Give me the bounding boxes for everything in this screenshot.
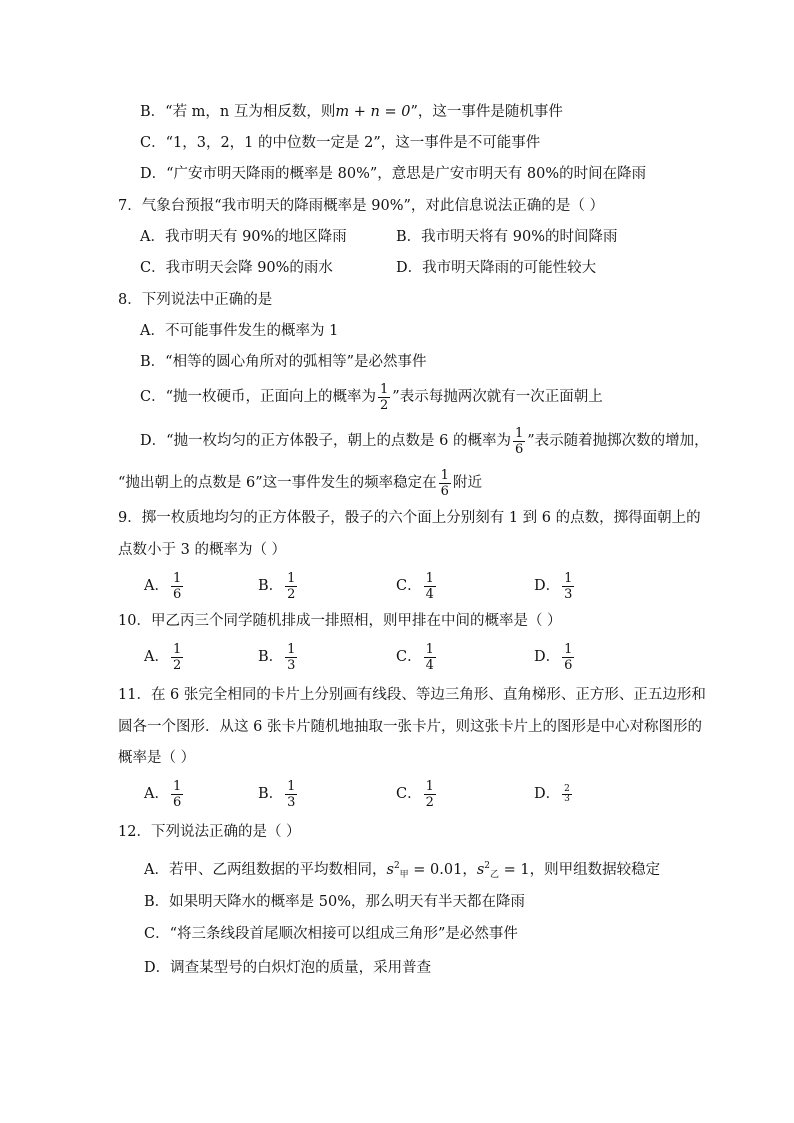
prev-option-d: D．“广安市明天降雨的概率是 80%”，意思是广安市明天有 80%的时间在降雨 xyxy=(140,166,647,182)
prev-option-b-text-post: ”，这一事件是随机事件 xyxy=(410,104,563,120)
fraction-denominator: 2 xyxy=(172,657,182,673)
variance-subscript: 乙 xyxy=(490,870,500,880)
option-label: D． xyxy=(534,578,561,594)
q8-option-d-text-post: ”表示随着抛掷次数的增加， xyxy=(527,433,709,449)
q8-option-d-cont-text: “抛出朝上的点数是 6”这一事件发生的频率稳定在 xyxy=(118,475,437,491)
variance-value: = 1 xyxy=(499,862,530,878)
q8-option-b[interactable]: B．“相等的圆心角所对的弧相等”是必然事件 xyxy=(140,354,427,370)
fraction-denominator: 6 xyxy=(172,794,182,810)
q7-stem: 7．气象台预报“我市明天的降雨概率是 90%”，对此信息说法正确的是（ ） xyxy=(118,198,604,214)
q12-option-a[interactable] xyxy=(144,856,660,885)
option-fraction xyxy=(285,779,297,810)
option-label: B． xyxy=(258,786,284,802)
variance-value: = 0.01， xyxy=(408,862,477,878)
option-label: A． xyxy=(144,649,169,665)
fraction-denominator: 4 xyxy=(425,586,434,602)
fraction-numerator: 1 xyxy=(564,570,573,586)
option-label: A． xyxy=(144,786,169,802)
q12-option-a-text: A．若甲、乙两组数据的平均数相同， xyxy=(144,862,387,878)
q7-option-a[interactable]: A．我市明天有 90%的地区降雨 xyxy=(140,229,347,245)
fraction-numerator: 2 xyxy=(564,783,570,794)
q7-option-c[interactable]: C．我市明天会降 90%的雨水 xyxy=(140,260,333,276)
option-label: C． xyxy=(396,786,422,802)
fraction-numerator: 1 xyxy=(514,425,524,441)
option-fraction xyxy=(424,779,436,810)
fraction-numerator: 1 xyxy=(380,381,389,397)
q7-option-b[interactable]: B．我市明天将有 90%的时间降雨 xyxy=(396,229,618,245)
q10-option-d[interactable] xyxy=(534,639,576,675)
fraction-numerator: 1 xyxy=(564,641,573,657)
fraction-numerator: 1 xyxy=(172,641,182,657)
option-label: C． xyxy=(396,649,422,665)
prev-option-b xyxy=(140,102,563,122)
option-label: C． xyxy=(396,578,422,594)
fraction-denominator: 6 xyxy=(514,441,524,457)
q12-option-c[interactable]: C．“将三条线段首尾顺次相接可以组成三角形”是必然事件 xyxy=(144,926,518,942)
q12-option-d[interactable]: D．调查某型号的白炽灯泡的质量，采用普查 xyxy=(144,960,432,976)
q8-option-d-cont-fraction xyxy=(439,468,451,499)
q11-stem-line3: 概率是（ ） xyxy=(118,750,196,766)
option-fraction xyxy=(285,571,297,602)
q11-stem-line2: 圆各一个图形．从这 6 张卡片随机地抽取一张卡片，则这张卡片上的图形是中心对称图形的 xyxy=(118,719,702,735)
option-fraction xyxy=(171,571,183,602)
q8-option-c[interactable] xyxy=(140,380,603,414)
q8-option-d-text: D．“抛一枚均匀的正方体骰子，朝上的点数是 6 的概率为 xyxy=(140,433,511,449)
option-fraction xyxy=(424,571,436,602)
q8-option-d-cont-text-post: 附近 xyxy=(452,475,482,491)
q11-option-d[interactable] xyxy=(534,776,574,812)
fraction-denominator: 6 xyxy=(440,483,449,499)
option-label: B． xyxy=(258,578,284,594)
fraction-denominator: 3 xyxy=(287,657,296,673)
q11-option-c[interactable] xyxy=(396,776,438,812)
q9-stem-line1: 9．掷一枚质地均匀的正方体骰子，骰子的六个面上分别刻有 1 到 6 的点数，掷得面朝上的 xyxy=(118,510,701,526)
fraction-numerator: 1 xyxy=(287,641,296,657)
q8-option-d-fraction xyxy=(513,426,525,457)
fraction-denominator: 2 xyxy=(380,397,389,413)
option-fraction xyxy=(424,642,436,673)
q10-option-a[interactable] xyxy=(144,639,185,675)
prev-option-c: C．“1，3，2，1 的中位数一定是 2”，这一事件是不可能事件 xyxy=(140,135,541,151)
q9-option-a[interactable] xyxy=(144,568,185,604)
variance-subscript: 甲 xyxy=(399,870,409,880)
option-fraction xyxy=(562,642,574,673)
q11-option-a[interactable] xyxy=(144,776,185,812)
variance-superscript: 2 xyxy=(484,861,491,871)
q8-option-d[interactable] xyxy=(140,424,709,458)
option-fraction xyxy=(285,642,297,673)
fraction-numerator: 1 xyxy=(172,570,182,586)
option-label: B． xyxy=(258,649,284,665)
option-label: A． xyxy=(144,578,169,594)
q8-option-d-cont xyxy=(118,466,482,500)
q10-option-b[interactable] xyxy=(258,639,299,675)
fraction-denominator: 6 xyxy=(172,586,182,602)
fraction-numerator: 1 xyxy=(287,778,296,794)
q10-stem: 10．甲乙丙三个同学随机排成一排照相，则甲排在中间的概率是（ ） xyxy=(118,613,562,629)
q7-option-d[interactable]: D．我市明天降雨的可能性较大 xyxy=(396,260,597,276)
q9-option-b[interactable] xyxy=(258,568,299,604)
q11-option-b[interactable] xyxy=(258,776,299,812)
fraction-denominator: 4 xyxy=(425,657,434,673)
fraction-denominator: 3 xyxy=(564,586,573,602)
option-fraction xyxy=(171,779,183,810)
prev-option-b-text: B．“若 m，n 互为相反数，则 xyxy=(140,104,336,120)
q12-stem: 12．下列说法正确的是（ ） xyxy=(118,824,301,840)
variance-superscript: 2 xyxy=(393,861,400,871)
q8-option-c-text-post: ”表示每抛两次就有一次正面朝上 xyxy=(392,389,603,405)
option-fraction xyxy=(562,785,572,804)
q10-option-c[interactable] xyxy=(396,639,438,675)
q9-option-c[interactable] xyxy=(396,568,438,604)
fraction-numerator: 1 xyxy=(440,467,449,483)
fraction-denominator: 3 xyxy=(287,794,296,810)
q11-stem-line1: 11．在 6 张完全相同的卡片上分别画有线段、等边三角形、直角梯形、正方形、正五边形和 xyxy=(118,687,706,703)
fraction-numerator: 1 xyxy=(287,570,296,586)
prev-option-b-math: m + n = 0 xyxy=(335,104,411,120)
fraction-denominator: 2 xyxy=(287,586,296,602)
q12-option-b[interactable]: B．如果明天降水的概率是 50%，那么明天有半天都在降雨 xyxy=(144,894,525,910)
fraction-numerator: 1 xyxy=(172,778,182,794)
fraction-numerator: 1 xyxy=(425,641,434,657)
q8-option-a[interactable]: A．不可能事件发生的概率为 1 xyxy=(140,323,339,339)
variance-symbol: s xyxy=(386,862,394,878)
fraction-numerator: 1 xyxy=(425,570,434,586)
q9-stem-line2: 点数小于 3 的概率为（ ） xyxy=(118,542,287,558)
q8-stem: 8．下列说法中正确的是 xyxy=(118,292,273,308)
q8-option-c-fraction xyxy=(378,382,390,413)
q8-option-c-text: C．“抛一枚硬币，正面向上的概率为 xyxy=(140,389,377,405)
option-label: D． xyxy=(534,649,561,665)
q9-option-d[interactable] xyxy=(534,568,576,604)
option-fraction xyxy=(562,571,574,602)
variance-symbol: s xyxy=(476,862,485,878)
fraction-denominator: 3 xyxy=(564,793,570,804)
option-fraction xyxy=(171,642,183,673)
q12-option-a-text-post: ，则甲组数据较稳定 xyxy=(529,862,661,878)
fraction-numerator: 1 xyxy=(425,778,434,794)
fraction-denominator: 6 xyxy=(564,657,573,673)
option-label: D． xyxy=(534,786,561,802)
fraction-denominator: 2 xyxy=(425,794,434,810)
